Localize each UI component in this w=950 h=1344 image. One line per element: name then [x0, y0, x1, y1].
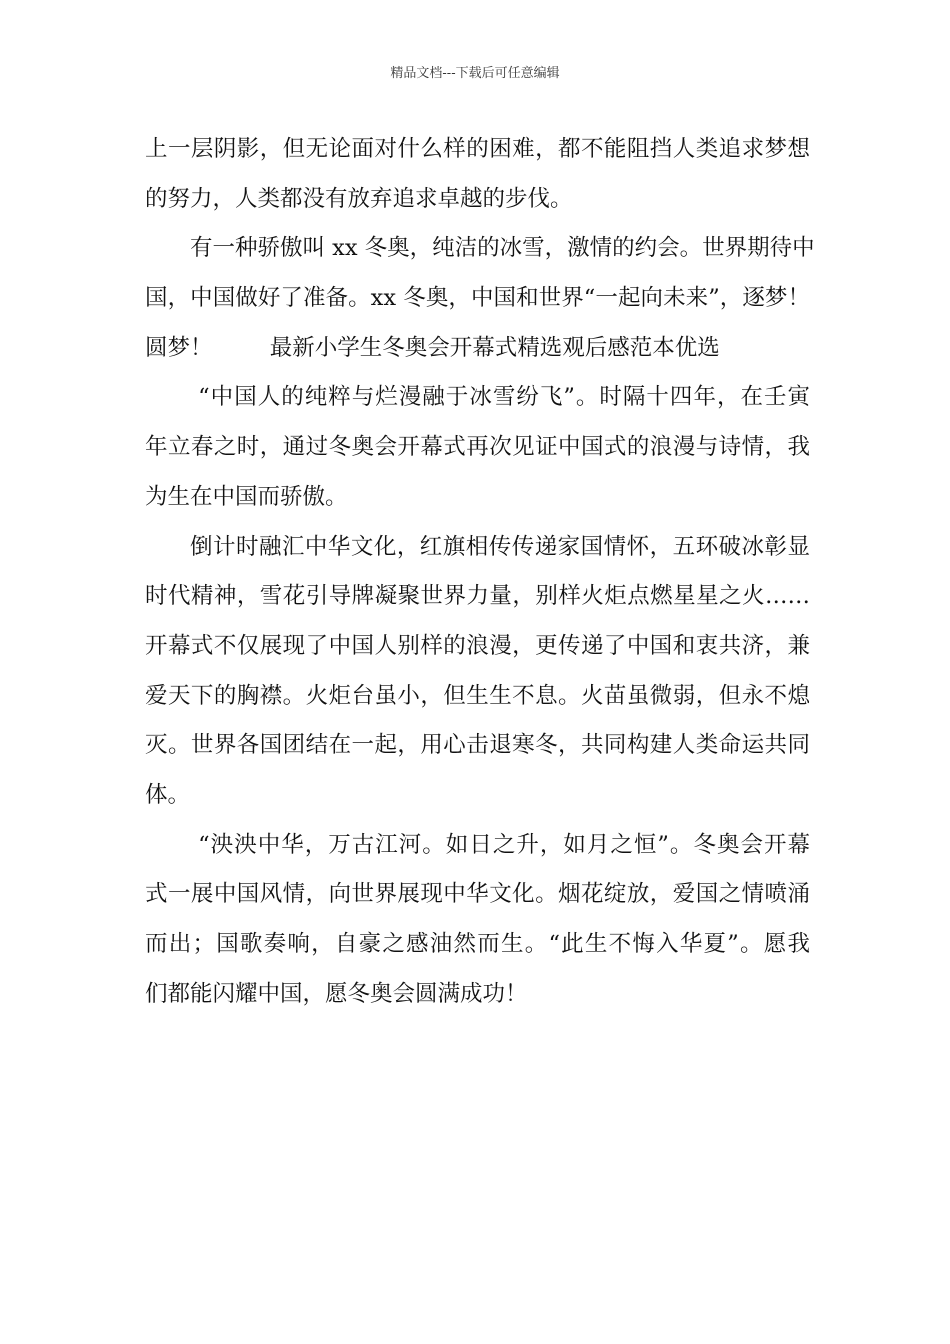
text-line: 爱天下的胸襟。火炬台虽小，但生生不息。火苗虽微弱，但永不熄: [145, 682, 810, 709]
text-line: 灭。世界各国团结在一起，用心击退寒冬，共同构建人类命运共同: [145, 732, 810, 759]
page-header: 精品文档---下载后可任意编辑: [390, 66, 560, 81]
text-line: 们都能闪耀中国，愿冬奥会圆满成功！: [145, 980, 528, 1007]
text-line: “中国人的纯粹与烂漫融于冰雪纷飞”。时隔十四年，在壬寅: [190, 384, 810, 411]
text-line: “泱泱中华，万古江河。如日之升，如月之恒”。冬奥会开幕: [190, 831, 810, 858]
text-line: 倒计时融汇中华文化，红旗相传传递家国情怀，五环破冰彰显: [190, 533, 810, 560]
document-body: [145, 125, 815, 1019]
text-line: 为生在中国而骄傲。: [145, 483, 348, 510]
text-line: 国，中国做好了准备。xx 冬奥，中国和世界“一起向未来”，逐梦！: [145, 285, 810, 312]
text-line: 式一展中国风情，向世界展现中华文化。烟花绽放，爱国之情喷涌: [145, 881, 810, 908]
text-line: 时代精神，雪花引导牌凝聚世界力量，别样火炬点燃星星之火……: [145, 583, 810, 610]
text-line: 有一种骄傲叫 xx 冬奥，纯洁的冰雪，激情的约会。世界期待中: [190, 235, 815, 262]
text-line: 而出；国歌奏响，自豪之感油然而生。“此生不悔入华夏”。愿我: [145, 931, 810, 957]
text-line: 年立春之时，通过冬奥会开幕式再次见证中国式的浪漫与诗情，我: [145, 434, 810, 461]
text-line: 开幕式不仅展现了中国人别样的浪漫，更传递了中国和衷共济，兼: [145, 632, 810, 659]
text-line: 的努力，人类都没有放弃追求卓越的步伐。: [145, 185, 573, 212]
text-line: 圆梦！ 最新小学生冬奥会开幕式精选观后感范本优选: [145, 334, 720, 361]
text-line: 上一层阴影，但无论面对什么样的困难，都不能阻挡人类追求梦想: [145, 136, 810, 162]
text-line: 体。: [145, 781, 191, 808]
